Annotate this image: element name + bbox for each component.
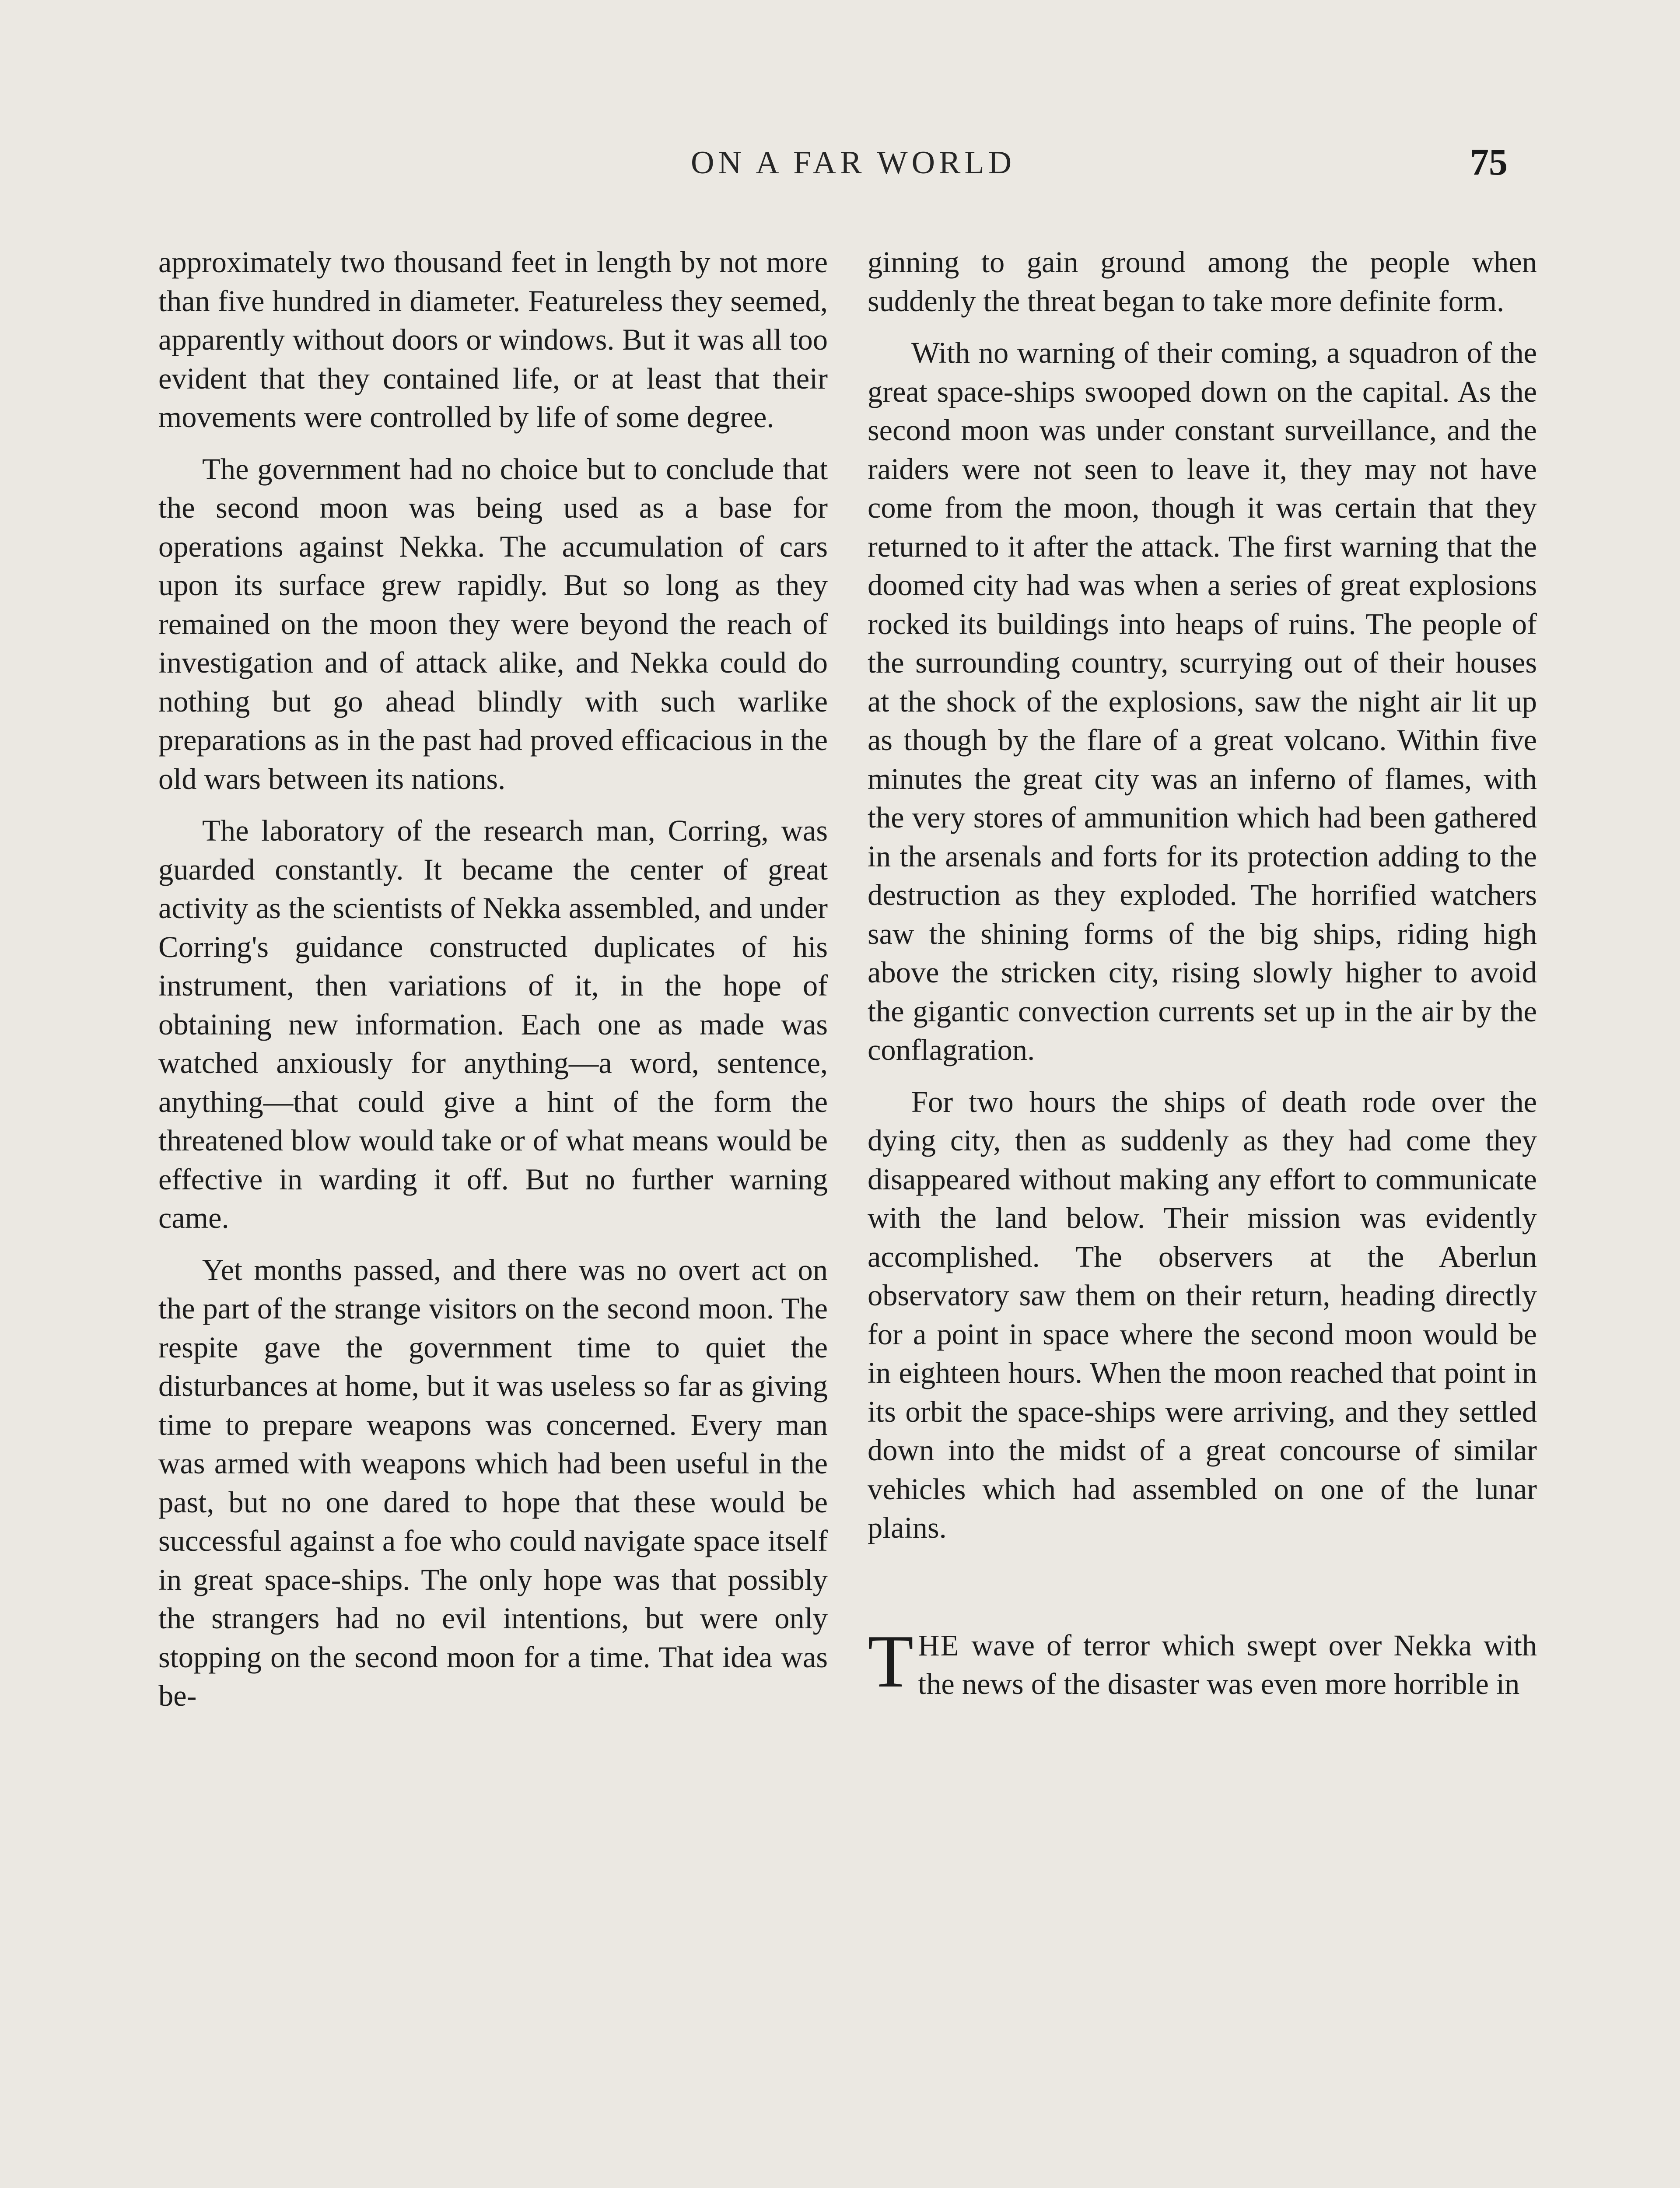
paragraph: The government had no choice but to conclude that the second moon was being used as a base for operations against Nekka. The accumulation of cars upon its surface grew rapidly. But so long as they remained on the moon they were beyond the reach of investigation and of attack alike, and Nekka could do nothing but go ahead blindly with such warlike preparations as in the past had proved efficacious in the old wars between its nations.	[158, 452, 828, 796]
drop-cap: T	[868, 1620, 914, 1703]
section-opening-paragraph	[868, 1620, 1537, 1704]
paragraph: For two hours the ships of death rode over the dying city, then as suddenly as they had come they disappeared without making any effort to communicate with the land below. Their mission was evidently accomplished. The observers at the Aberlun observatory saw them on their return, heading directly for a point in space where the second moon would be in eighteen hours. When the moon reached that point in its orbit the space-ships were arriving, and they settled down into the midst of a great concourse of similar vehicles which had assembled on one of the lunar plains.	[868, 1085, 1537, 1544]
paragraph: Yet months passed, and there was no overt act on the part of the strange visitors on the second moon. The respite gave the government time to quiet the disturbances at home, but it was useless so far as giving time to prepare weapons was concerned. Every man was armed with weapons which had been useful in the past, but no one dared to hope that these would be successful against a foe who could navigate space itself in great space-ships. The only hope was that possibly the strangers had no evil intentions, but were only stopping on the second moon for a time. That idea was be-	[158, 1253, 828, 1712]
running-head: ON A FAR WORLD	[690, 145, 1016, 181]
paragraph: With no warning of their coming, a squadron of the great space-ships swooped down on the capital. As the second moon was under constant surveillance, and the raiders were not seen to leave it, they may not have come from the moon, though it was certain that they returned to it after the attack. The first warning that the doomed city had was when a series of great explosions rocked its buildings into heaps of ruins. The people of the surrounding country, scurrying out of their houses at the shock of the explosions, saw the night air lit up as though by the flare of a great volcano. Within five minutes the great city was an inferno of flames, with the very stores of ammunition which had been gathered in the arsenals and forts for its protection adding to the destruction as they exploded. The horrified watchers saw the shining forms of the big ships, riding high above the stricken city, rising slowly higher to avoid the gigantic convection currents set up in the air by the conflagration.	[868, 336, 1537, 1066]
small-caps-lead: HE	[918, 1628, 960, 1662]
page-number: 75	[1470, 141, 1508, 183]
paragraph-text: wave of terror which swept over Nekka with the news of the disaster was even more horrible in	[918, 1628, 1537, 1701]
left-column	[158, 243, 828, 1715]
right-column	[868, 243, 1537, 1704]
paragraph: The laboratory of the research man, Corring, was guarded constantly. It became the center of great activity as the scientists of Nekka assembled, and under Corring's guidance constructed duplicates of his instrument, then variations of it, in the hope of obtaining new information. Each one as made was watched anxiously for anything—a word, sentence, anything—that could give a hint of the form the threatened blow would take or of what means would be effective in warding it off. But no further warning came.	[158, 814, 828, 1234]
paragraph: approximately two thousand feet in length by not more than five hundred in diameter. Featureless they seemed, apparently without doors or windows. But it was all too evident that they contained life, or at least that their movements were controlled by life of some degree.	[158, 245, 828, 434]
paragraph: ginning to gain ground among the people when suddenly the threat began to take more definite form.	[868, 245, 1537, 318]
